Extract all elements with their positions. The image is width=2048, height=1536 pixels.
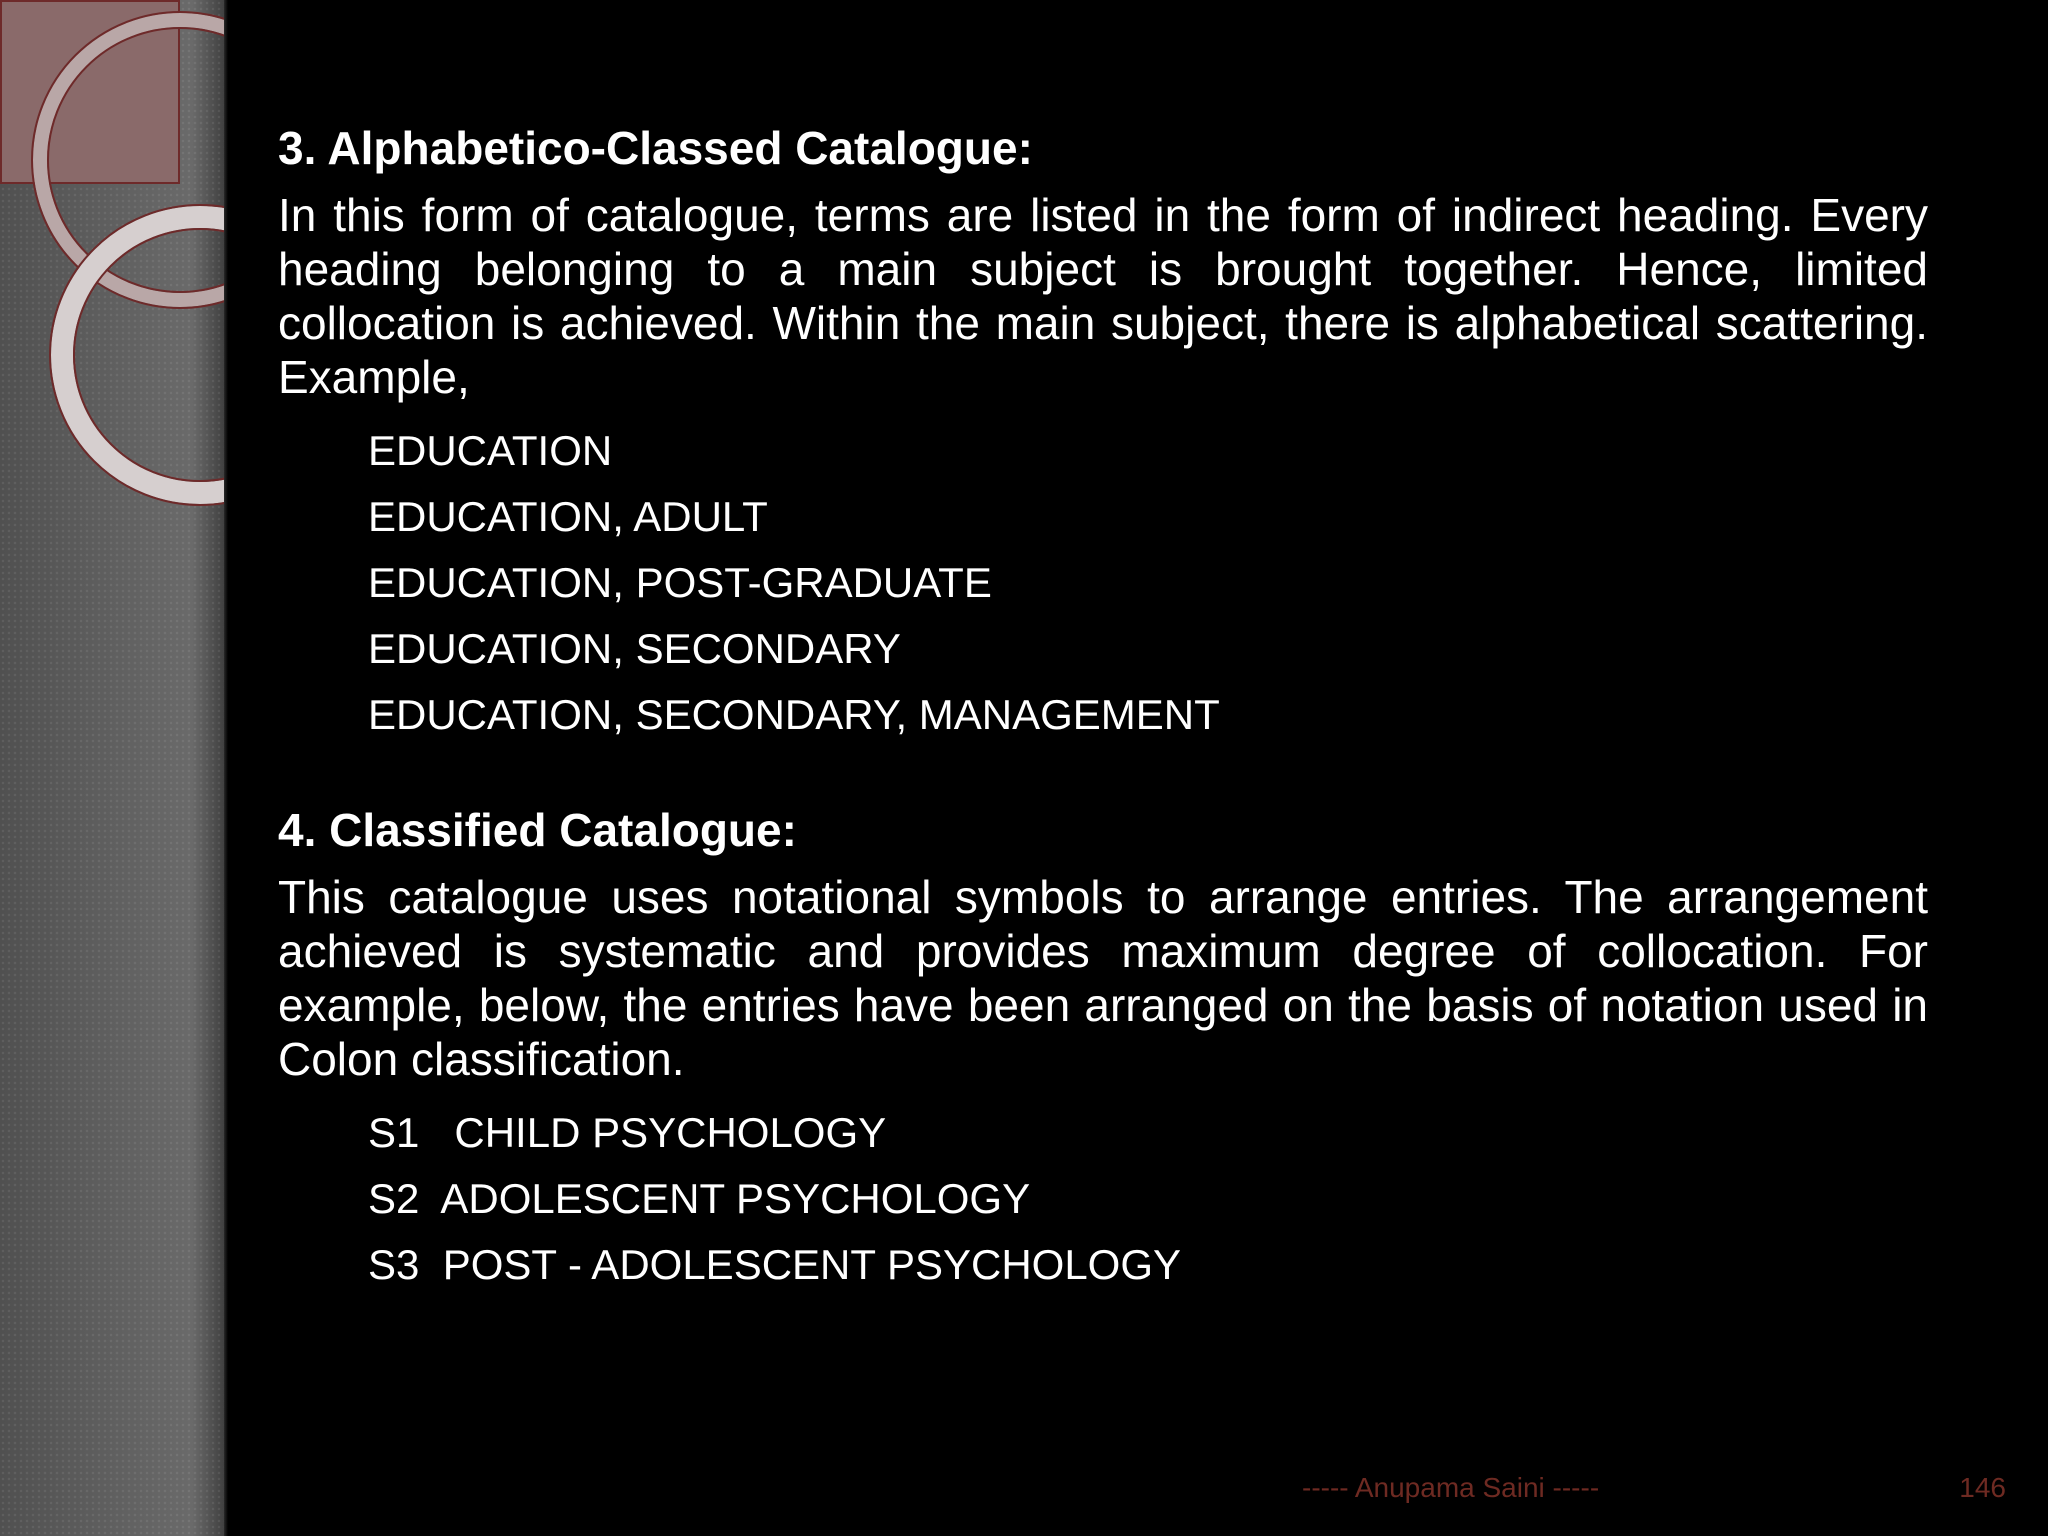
section4-paragraph: This catalogue uses notational symbols to arrange entries. The arrangement achieved is systematic and provides maximum degree of collocation. For example, below, the entries have been arranged on the basis of notation used in Colon classification.: [278, 871, 1928, 1085]
example-item: EDUCATION, SECONDARY: [368, 625, 901, 672]
example-item: S2 ADOLESCENT PSYCHOLOGY: [368, 1175, 1031, 1222]
section3-heading: 3. Alphabetico-Classed Catalogue:: [278, 122, 1033, 174]
example-item: EDUCATION, ADULT: [368, 493, 768, 540]
decorative-rings: [0, 0, 226, 620]
section4-example-list: [368, 1100, 1928, 1298]
footer-author: ----- Anupama Saini -----: [1302, 1472, 1600, 1503]
example-item: S3 POST - ADOLESCENT PSYCHOLOGY: [368, 1241, 1182, 1288]
example-item: EDUCATION, POST-GRADUATE: [368, 559, 992, 606]
spacer: [278, 748, 1928, 802]
section3-paragraph: In this form of catalogue, terms are listed in the form of indirect heading. Every heading belonging to a main subject is brought together. Hence, limited collocation is achieved. Within the main subject, there is alphabetical scattering. Example,: [278, 189, 1928, 403]
sidebar-edge: [224, 0, 228, 1536]
example-item: EDUCATION, SECONDARY, MANAGEMENT: [368, 691, 1220, 738]
decorative-sidebar: [0, 0, 226, 1536]
section3-example-list: [368, 418, 1928, 748]
example-item: EDUCATION: [368, 427, 613, 474]
example-item: S1 CHILD PSYCHOLOGY: [368, 1109, 887, 1156]
section4-heading: 4. Classified Catalogue:: [278, 804, 797, 856]
slide-content: [278, 120, 1928, 1298]
page-number: 146: [1959, 1472, 2006, 1503]
